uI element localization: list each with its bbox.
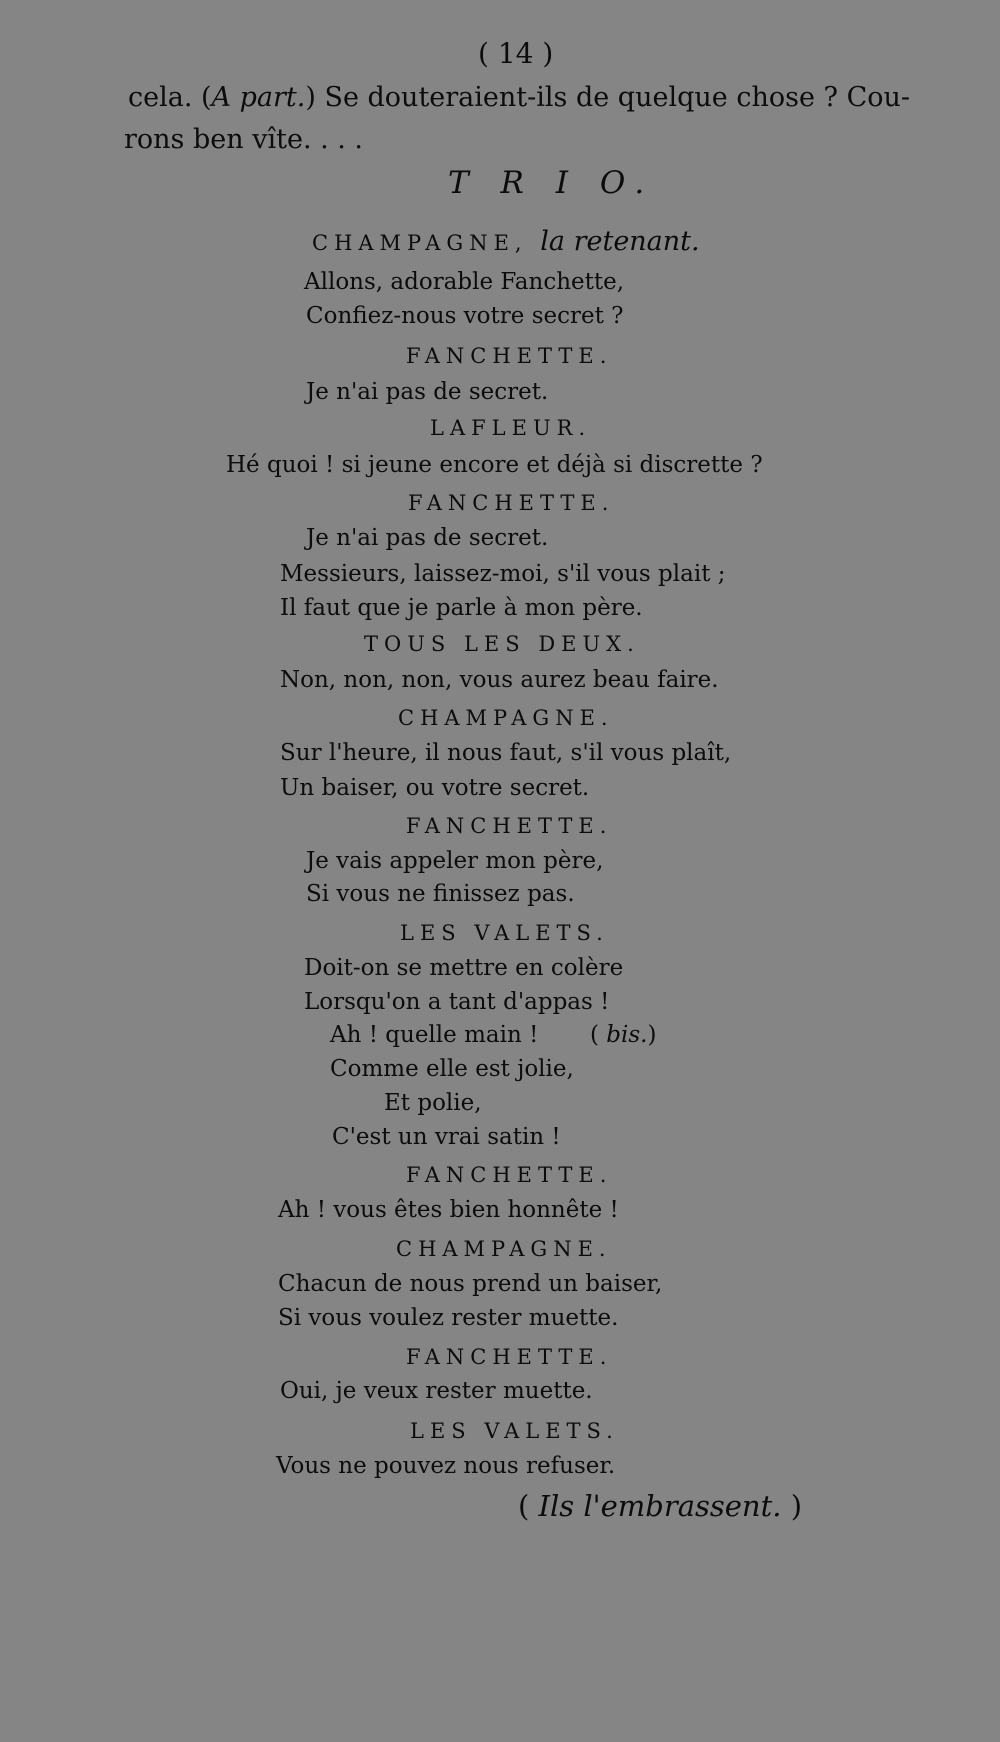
bis-close: ) [647, 1022, 657, 1048]
verse-line: Messieurs, laissez-moi, s'il vous plait ; [280, 561, 726, 587]
verse-line: Vous ne pouvez nous refuser. [276, 1453, 616, 1479]
verse-line: C'est un vrai satin ! [332, 1124, 561, 1150]
speaker-name: TOUS LES DEUX. [364, 632, 640, 656]
bis-word: bis. [606, 1022, 648, 1048]
speaker-name: CHAMPAGNE, [312, 231, 528, 255]
verse-line: Et polie, [384, 1090, 482, 1116]
verse-line: Je n'ai pas de secret. [306, 525, 549, 551]
verse-line: Ah ! vous êtes bien honnête ! [278, 1197, 619, 1223]
speaker-name: FANCHETTE. [406, 1345, 613, 1369]
verse-line: Doit-on se mettre en colère [304, 955, 624, 981]
speaker-name: FANCHETTE. [408, 491, 615, 515]
stage-direction: la retenant. [540, 226, 700, 257]
speaker-name: LES VALETS. [410, 1419, 619, 1443]
speaker-name: LES VALETS. [400, 921, 609, 945]
intro-line-1 [128, 84, 910, 111]
speaker-name: FANCHETTE. [406, 814, 613, 838]
verse-line: Oui, je veux rester muette. [280, 1378, 593, 1404]
paren-close: ) [781, 1489, 803, 1523]
verse-line: Allons, adorable Fanchette, [304, 269, 625, 295]
intro-text-after: ) Se douteraient-ils de quelque chose ? Cou- [305, 82, 910, 113]
paren-open: ( [518, 1489, 539, 1523]
verse-line: Ah ! quelle main ! [330, 1022, 539, 1048]
verse-line: Il faut que je parle à mon père. [280, 595, 643, 621]
verse-line: Un baiser, ou votre secret. [280, 775, 590, 801]
aside-direction: A part. [211, 82, 306, 113]
verse-line: Chacun de nous prend un baiser, [278, 1271, 663, 1297]
bis-marker [590, 1024, 656, 1047]
closing-stage-direction [518, 1489, 803, 1523]
page-number: ( 14 ) [478, 37, 554, 70]
closing-direction-text: Ils l'embrassent. [538, 1489, 782, 1523]
verse-line: Lorsqu'on a tant d'appas ! [304, 989, 610, 1015]
speaker-name: CHAMPAGNE. [396, 1237, 612, 1261]
verse-line: Je vais appeler mon père, [306, 848, 604, 874]
verse-line: Sur l'heure, il nous faut, s'il vous plaît, [280, 740, 732, 766]
verse-line: Si vous ne finissez pas. [306, 881, 575, 907]
verse-line: Non, non, non, vous aurez beau faire. [280, 667, 719, 693]
verse-line: Je n'ai pas de secret. [306, 379, 549, 405]
speaker-name: FANCHETTE. [406, 1163, 613, 1187]
speaker-name: LAFLEUR. [430, 416, 592, 440]
section-title: T R I O. [448, 165, 656, 201]
speaker-champagne [312, 228, 700, 255]
verse-line: Comme elle est jolie, [330, 1056, 574, 1082]
bis-open: ( [590, 1022, 607, 1048]
intro-text-before: cela. ( [128, 82, 212, 113]
verse-line: Si vous voulez rester muette. [278, 1305, 619, 1331]
speaker-name: FANCHETTE. [406, 344, 613, 368]
verse-line: Confiez-nous votre secret ? [306, 303, 624, 329]
verse-line: Hé quoi ! si jeune encore et déjà si discrette ? [226, 452, 763, 478]
speaker-name: CHAMPAGNE. [398, 706, 614, 730]
intro-line-2: rons ben vîte. . . . [124, 124, 364, 155]
